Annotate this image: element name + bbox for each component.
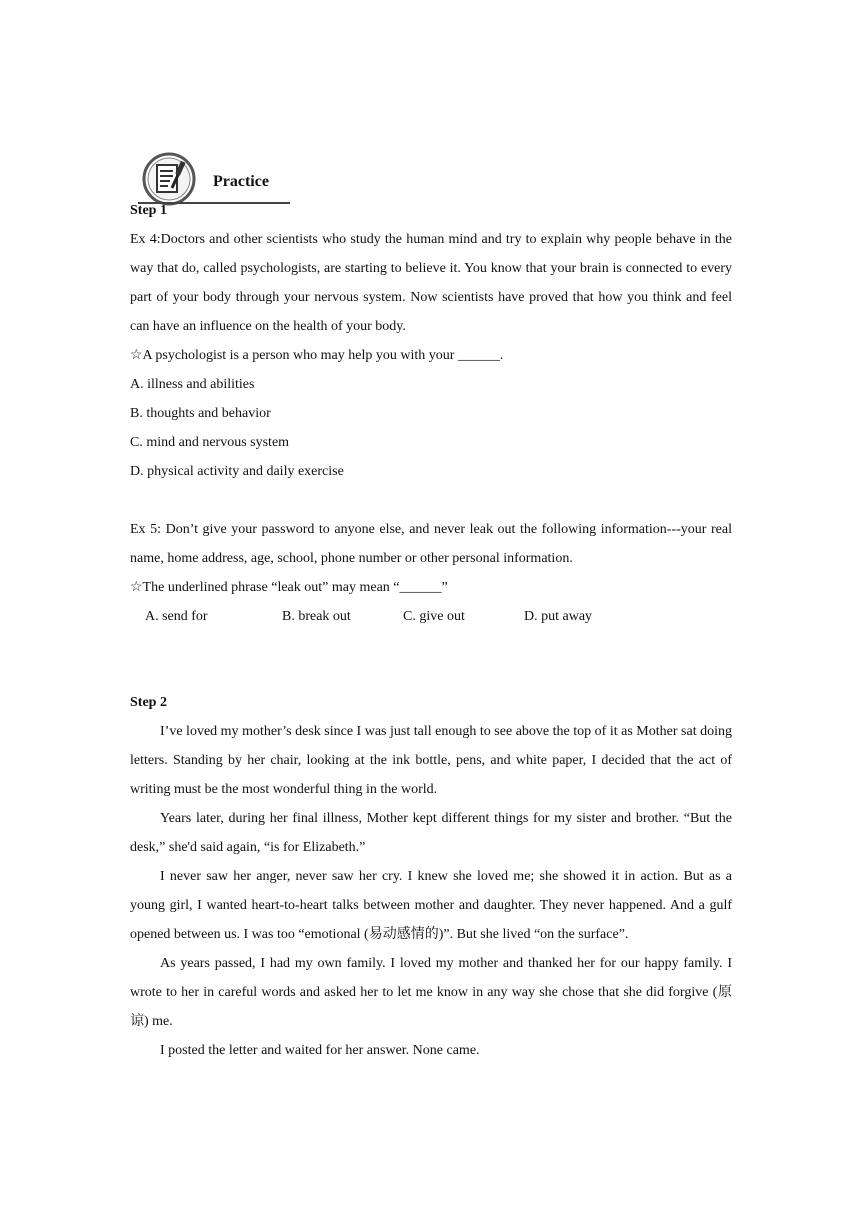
spacer <box>130 486 732 515</box>
ex4-option-c: C. mind and nervous system <box>130 435 290 450</box>
step2-section <box>130 688 732 1065</box>
story-paragraph: Years later, during her final illness, Mother kept different things for my sister and brother. “But the desk,” she'd said again, “is for Elizabeth.” <box>130 811 732 855</box>
ex4-option-b: B. thoughts and behavior <box>130 406 271 421</box>
ex5-option-c: C. give out <box>403 609 465 624</box>
ex4-option-a: A. illness and abilities <box>130 377 255 392</box>
ex5-option-b: B. break out <box>282 609 351 624</box>
step1-label: Step 1 <box>130 203 167 218</box>
ex5-option-d: D. put away <box>524 609 593 624</box>
ex4-question: ☆A psychologist is a person who may help you with your ______. <box>130 348 504 363</box>
ex4-passage: Ex 4:Doctors and other scientists who study the human mind and try to explain why people behave in the way that do, called psychologists, are starting to believe it. You know that your brain is connected to every part of your body through your nervous system. Now scientists have proved that how you think and feel can have an influence on the health of your body. <box>130 232 732 334</box>
ex5-passage: Ex 5: Don’t give your password to anyone else, and never leak out the following information---your real name, home address, age, school, phone number or other personal information. <box>130 522 732 566</box>
story-paragraph: I’ve loved my mother’s desk since I was just tall enough to see above the top of it as Mother sat doing letters. Standing by her chair, looking at the ink bottle, pens, and white paper, I decided that the act of writing must be the most wonderful thing in the world. <box>130 724 732 797</box>
section-title: Practice <box>213 173 269 190</box>
ex5-question: ☆The underlined phrase “leak out” may mean “______” <box>130 580 448 595</box>
ex5-options <box>130 602 732 631</box>
ex4-option-d: D. physical activity and daily exercise <box>130 464 344 479</box>
ex5-option-a: A. send for <box>145 609 208 624</box>
story-paragraph: As years passed, I had my own family. I loved my mother and thanked her for our happy family. I wrote to her in careful words and asked her to let me know in any way she chose that she did forgive (原谅) me. <box>130 956 732 1029</box>
story-paragraph: I never saw her anger, never saw her cry. I knew she loved me; she showed it in action. But as a young girl, I wanted heart-to-heart talks between mother and daughter. They never happened. And a gulf opened between us. I was too “emotional (易动感情的)”. But she lived “on the surface”. <box>130 869 732 942</box>
story-paragraph: I posted the letter and waited for her answer. None came. <box>160 1043 480 1058</box>
step1-section <box>130 196 732 631</box>
step2-label: Step 2 <box>130 695 167 710</box>
